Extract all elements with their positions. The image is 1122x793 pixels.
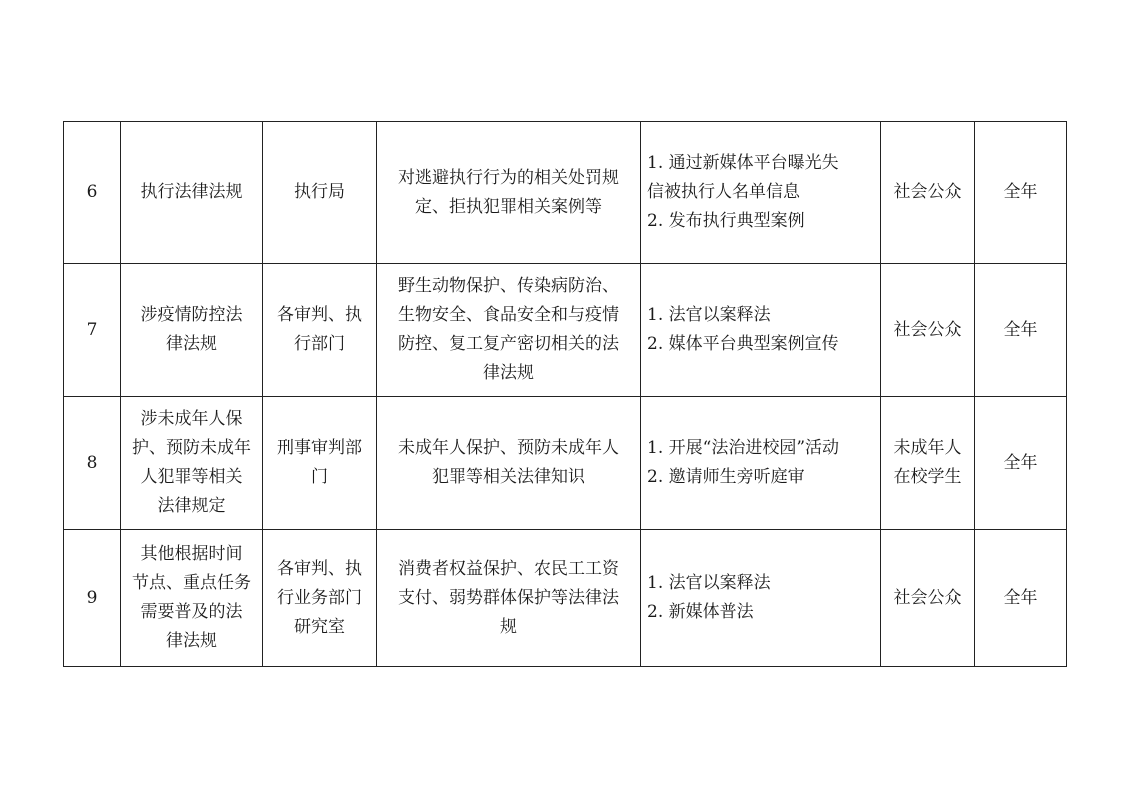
table-row — [64, 264, 1067, 397]
department-cell: 刑事审判部 门 — [263, 397, 377, 530]
time-cell: 全年 — [975, 397, 1067, 530]
content-cell: 未成年人保护、预防未成年人 犯罪等相关法律知识 — [377, 397, 641, 530]
time-cell: 全年 — [975, 122, 1067, 264]
audience-cell: 社会公众 — [881, 530, 975, 667]
time-cell: 全年 — [975, 264, 1067, 397]
method-cell: 1. 通过新媒体平台曝光失 信被执行人名单信息 2. 发布执行典型案例 — [641, 122, 881, 264]
row-number-cell: 7 — [64, 264, 121, 397]
topic-cell: 涉疫情防控法 律法规 — [121, 264, 263, 397]
method-cell: 1. 开展“法治进校园”活动 2. 邀请师生旁听庭审 — [641, 397, 881, 530]
row-number-cell: 6 — [64, 122, 121, 264]
law-publicity-table — [63, 121, 1067, 667]
department-cell: 各审判、执 行部门 — [263, 264, 377, 397]
audience-cell: 社会公众 — [881, 264, 975, 397]
topic-cell: 其他根据时间 节点、重点任务 需要普及的法 律法规 — [121, 530, 263, 667]
topic-cell: 涉未成年人保 护、预防未成年 人犯罪等相关 法律规定 — [121, 397, 263, 530]
row-number-cell: 9 — [64, 530, 121, 667]
method-cell: 1. 法官以案释法 2. 媒体平台典型案例宣传 — [641, 264, 881, 397]
topic-cell: 执行法律法规 — [121, 122, 263, 264]
audience-cell: 未成年人 在校学生 — [881, 397, 975, 530]
content-cell: 野生动物保护、传染病防治、 生物安全、食品安全和与疫情 防控、复工复产密切相关的法 律法规 — [377, 264, 641, 397]
department-cell: 执行局 — [263, 122, 377, 264]
content-cell: 消费者权益保护、农民工工资 支付、弱势群体保护等法律法 规 — [377, 530, 641, 667]
row-number-cell: 8 — [64, 397, 121, 530]
time-cell: 全年 — [975, 530, 1067, 667]
method-cell: 1. 法官以案释法 2. 新媒体普法 — [641, 530, 881, 667]
department-cell: 各审判、执 行业务部门 研究室 — [263, 530, 377, 667]
table-row — [64, 530, 1067, 667]
audience-cell: 社会公众 — [881, 122, 975, 264]
table-row — [64, 122, 1067, 264]
content-cell: 对逃避执行行为的相关处罚规 定、拒执犯罪相关案例等 — [377, 122, 641, 264]
table-row — [64, 397, 1067, 530]
